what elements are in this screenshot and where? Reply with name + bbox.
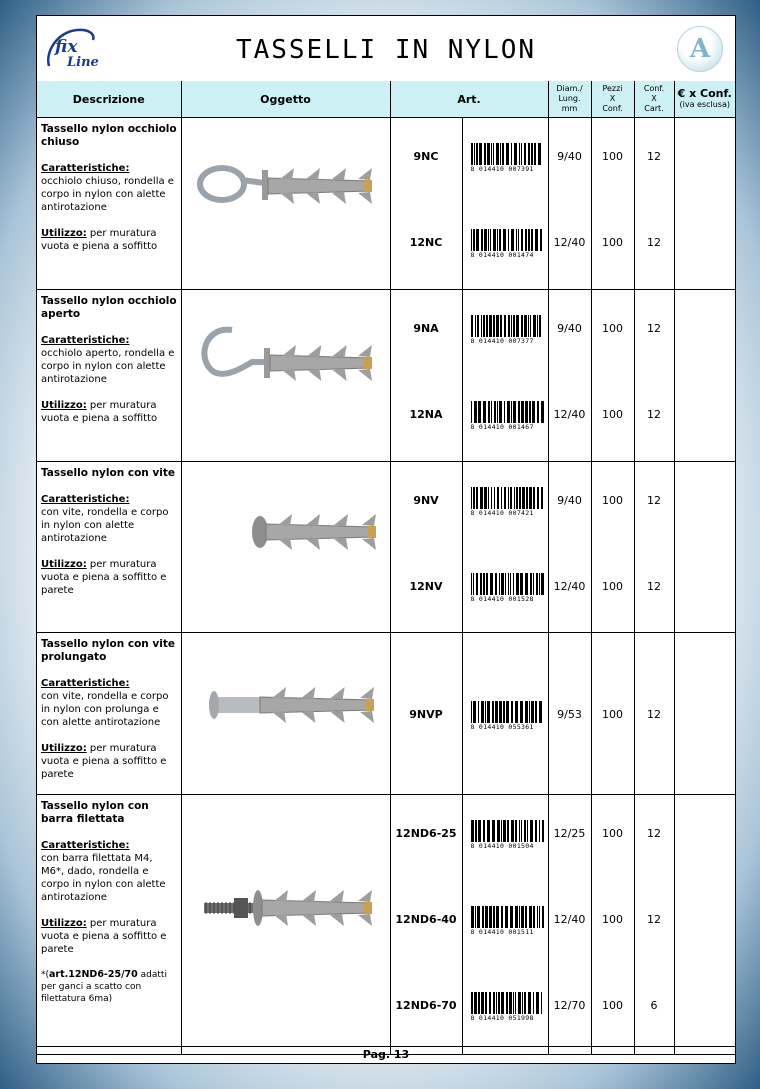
- use-text: per muratura vuota e piena a soffitto e parete: [41, 918, 167, 955]
- features-label: Caratteristiche:: [41, 163, 130, 174]
- barcode-number: 8 014410 055361: [470, 723, 534, 731]
- pieces-cell: [591, 795, 634, 1055]
- diameter-cell: [548, 633, 591, 795]
- barcode-bars-icon: [471, 906, 545, 928]
- barcode-bars-icon: [471, 573, 545, 595]
- article-code: 9NVP: [409, 708, 443, 721]
- col-conf-line3: Cart.: [644, 104, 664, 113]
- barcode-number: 8 014410 001511: [470, 928, 534, 936]
- col-pezzi-line1: Pezzi: [602, 84, 623, 93]
- col-diam-line2: Lung.: [558, 94, 581, 103]
- product-row: [37, 633, 735, 795]
- col-pezzi: [591, 81, 634, 118]
- product-table: [37, 81, 735, 1055]
- product-image-cell: [181, 633, 390, 795]
- col-pezzi-line2: X: [609, 94, 616, 103]
- packs-per-carton: 12: [647, 236, 661, 249]
- barcode: [471, 487, 545, 517]
- article-code: 12NV: [409, 580, 443, 593]
- packs-cell: [634, 462, 674, 633]
- barcode-bars-icon: [471, 992, 545, 1014]
- table-header-row: [37, 81, 735, 118]
- diameter-length: 12/40: [553, 580, 586, 593]
- diameter-length: 12/40: [553, 236, 586, 249]
- features-text: occhiolo aperto, rondella e corpo in nylon con alette antirotazione: [41, 348, 175, 385]
- diameter-cell: [548, 290, 591, 462]
- pieces-cell: [591, 462, 634, 633]
- price-cell: [674, 462, 735, 633]
- barcode-cell: [462, 290, 548, 462]
- packs-per-carton: 12: [647, 708, 661, 721]
- page-title: TASSELLI IN NYLON: [235, 35, 537, 65]
- product-name: Tassello nylon occhiolo aperto: [41, 295, 177, 320]
- use-label: Utilizzo:: [41, 559, 87, 570]
- product-name: Tassello nylon con vite: [41, 467, 175, 479]
- diameter-length: 9/40: [557, 150, 582, 163]
- logo-top-text: fix: [55, 37, 78, 57]
- product-row: [37, 118, 735, 290]
- pieces-per-pack: 100: [602, 322, 623, 335]
- screw-anchor-icon: [182, 462, 391, 633]
- features-label: Caratteristiche:: [41, 494, 130, 505]
- product-description: [37, 633, 181, 795]
- barcode-cell: [462, 633, 548, 795]
- pieces-per-pack: 100: [602, 580, 623, 593]
- col-euro: [674, 81, 735, 118]
- use-label: Utilizzo:: [41, 228, 87, 239]
- barcode: [471, 820, 545, 850]
- product-description: [37, 462, 181, 633]
- col-oggetto: Oggetto: [181, 81, 390, 118]
- pieces-per-pack: 100: [602, 408, 623, 421]
- product-description: [37, 290, 181, 462]
- barcode-cell: [462, 118, 548, 290]
- packs-per-carton: 12: [647, 408, 661, 421]
- note-rest: adatti per ganci a scatto con filettatura 6ma): [41, 970, 167, 1004]
- diameter-length: 9/53: [557, 708, 582, 721]
- pieces-per-pack: 100: [602, 236, 623, 249]
- use-text: per muratura vuota e piena a soffitto e parete: [41, 743, 167, 780]
- price-cell: [674, 633, 735, 795]
- pieces-per-pack: 100: [602, 999, 623, 1012]
- pieces-cell: [591, 290, 634, 462]
- barcode: [471, 573, 545, 603]
- diameter-length: 12/40: [553, 408, 586, 421]
- features-label: Caratteristiche:: [41, 840, 130, 851]
- article-code-cell: [390, 462, 462, 633]
- page-footer: Pag. 13: [37, 1046, 735, 1063]
- product-row: [37, 462, 735, 633]
- packs-per-carton: 12: [647, 913, 661, 926]
- barcode-bars-icon: [471, 143, 545, 165]
- col-diam-line3: mm: [561, 104, 578, 113]
- packs-cell: [634, 290, 674, 462]
- barcode-bars-icon: [471, 229, 545, 251]
- col-diam-line1: Diam./: [556, 84, 583, 93]
- barcode-cell: [462, 795, 548, 1055]
- page-header: [37, 16, 735, 82]
- barcode: [471, 315, 545, 345]
- features-label: Caratteristiche:: [41, 678, 130, 689]
- barcode: [471, 701, 545, 731]
- price-cell: [674, 290, 735, 462]
- packs-cell: [634, 633, 674, 795]
- section-badge: A: [677, 26, 723, 72]
- barcode-number: 8 014410 001467: [470, 423, 534, 431]
- col-pezzi-line3: Conf.: [602, 104, 623, 113]
- packs-per-carton: 12: [647, 150, 661, 163]
- article-code: 9NA: [413, 322, 439, 335]
- barcode-bars-icon: [471, 820, 545, 842]
- barcode-bars-icon: [471, 315, 545, 337]
- long-screw-anchor-icon: [182, 633, 391, 789]
- pieces-per-pack: 100: [602, 494, 623, 507]
- article-code: 12ND6-70: [395, 999, 457, 1012]
- product-image-cell: [181, 118, 390, 290]
- col-descrizione: Descrizione: [37, 81, 181, 118]
- product-image-cell: [181, 795, 390, 1055]
- article-code: 12NC: [409, 236, 443, 249]
- article-code: 9NC: [413, 150, 439, 163]
- barcode: [471, 906, 545, 936]
- packs-per-carton: 6: [650, 999, 658, 1012]
- barcode-number: 8 014410 001504: [470, 842, 534, 850]
- pieces-per-pack: 100: [602, 827, 623, 840]
- pieces-cell: [591, 118, 634, 290]
- pieces-per-pack: 100: [602, 708, 623, 721]
- features-text: occhiolo chiuso, rondella e corpo in nylon con alette antirotazione: [41, 176, 174, 213]
- diameter-length: 9/40: [557, 322, 582, 335]
- packs-per-carton: 12: [647, 580, 661, 593]
- barcode-cell: [462, 462, 548, 633]
- diameter-cell: [548, 795, 591, 1055]
- article-code: 12ND6-40: [395, 913, 457, 926]
- product-image-cell: [181, 462, 390, 633]
- eye-anchor-icon: [182, 118, 391, 290]
- col-euro-note: (iva esclusa): [679, 100, 730, 109]
- use-text: per muratura vuota e piena a soffitto: [41, 400, 158, 424]
- barcode: [471, 229, 545, 259]
- use-label: Utilizzo:: [41, 918, 87, 929]
- article-code-cell: [390, 290, 462, 462]
- barcode-number: 8 014410 001528: [470, 595, 534, 603]
- pieces-per-pack: 100: [602, 913, 623, 926]
- col-euro-label: € x Conf.: [677, 87, 732, 100]
- barcode-number: 8 014410 051998: [470, 1014, 534, 1022]
- price-cell: [674, 795, 735, 1055]
- col-conf-line2: X: [651, 94, 657, 103]
- features-text: con vite, rondella e corpo in nylon con prolunga e con alette antirotazione: [41, 691, 169, 728]
- diameter-cell: [548, 118, 591, 290]
- col-conf: [634, 81, 674, 118]
- barcode-bars-icon: [471, 701, 545, 723]
- packs-per-carton: 12: [647, 494, 661, 507]
- product-name: Tassello nylon con vite prolungato: [41, 638, 175, 663]
- barcode-bars-icon: [471, 487, 545, 509]
- diameter-length: 12/40: [553, 913, 586, 926]
- packs-per-carton: 12: [647, 322, 661, 335]
- article-code-cell: [390, 633, 462, 795]
- product-description: [37, 795, 181, 1055]
- diameter-length: 12/25: [553, 827, 586, 840]
- barcode: [471, 992, 545, 1022]
- barcode-number: 8 014410 007391: [470, 165, 534, 173]
- product-row: [37, 290, 735, 462]
- product-row: [37, 795, 735, 1055]
- packs-cell: [634, 118, 674, 290]
- article-code: 12ND6-25: [395, 827, 457, 840]
- packs-cell: [634, 795, 674, 1055]
- use-label: Utilizzo:: [41, 743, 87, 754]
- use-label: Utilizzo:: [41, 400, 87, 411]
- logo-bottom-text: Line: [67, 55, 99, 70]
- article-code: 12NA: [409, 408, 443, 421]
- barcode-bars-icon: [471, 401, 545, 423]
- pieces-cell: [591, 633, 634, 795]
- diameter-cell: [548, 462, 591, 633]
- barcode-number: 8 014410 007377: [470, 337, 534, 345]
- packs-per-carton: 12: [647, 827, 661, 840]
- product-name: Tassello nylon con barra filettata: [41, 800, 149, 825]
- catalog-page: [36, 15, 736, 1064]
- note-bold: art.12ND6-25/70: [49, 969, 138, 980]
- article-code-cell: [390, 795, 462, 1055]
- diameter-length: 12/70: [553, 999, 586, 1012]
- product-description: [37, 118, 181, 290]
- col-conf-line1: Conf.: [643, 84, 665, 93]
- barcode: [471, 401, 545, 431]
- barcode-number: 8 014410 001474: [470, 251, 534, 259]
- note-prefix: *(: [41, 970, 50, 980]
- product-name: Tassello nylon occhiolo chiuso: [41, 123, 177, 148]
- barcode: [471, 143, 545, 173]
- price-cell: [674, 118, 735, 290]
- features-label: Caratteristiche:: [41, 335, 130, 346]
- diameter-length: 9/40: [557, 494, 582, 507]
- use-text: per muratura vuota e piena a soffitto: [41, 228, 158, 252]
- article-code: 9NV: [413, 494, 439, 507]
- threaded-rod-anchor-icon: [182, 795, 391, 1055]
- col-diam: [548, 81, 591, 118]
- pieces-per-pack: 100: [602, 150, 623, 163]
- barcode-number: 8 014410 007421: [470, 509, 534, 517]
- col-art: Art.: [390, 81, 548, 118]
- article-code-cell: [390, 118, 462, 290]
- product-note: [41, 969, 178, 1005]
- features-text: con vite, rondella e corpo in nylon con alette antirotazione: [41, 507, 169, 544]
- features-text: con barra filettata M4, M6*, dado, rondella e corpo in nylon con alette antirotazione: [41, 853, 166, 903]
- hook-anchor-icon: [182, 290, 391, 462]
- product-image-cell: [181, 290, 390, 462]
- use-text: per muratura vuota e piena a soffitto e parete: [41, 559, 167, 596]
